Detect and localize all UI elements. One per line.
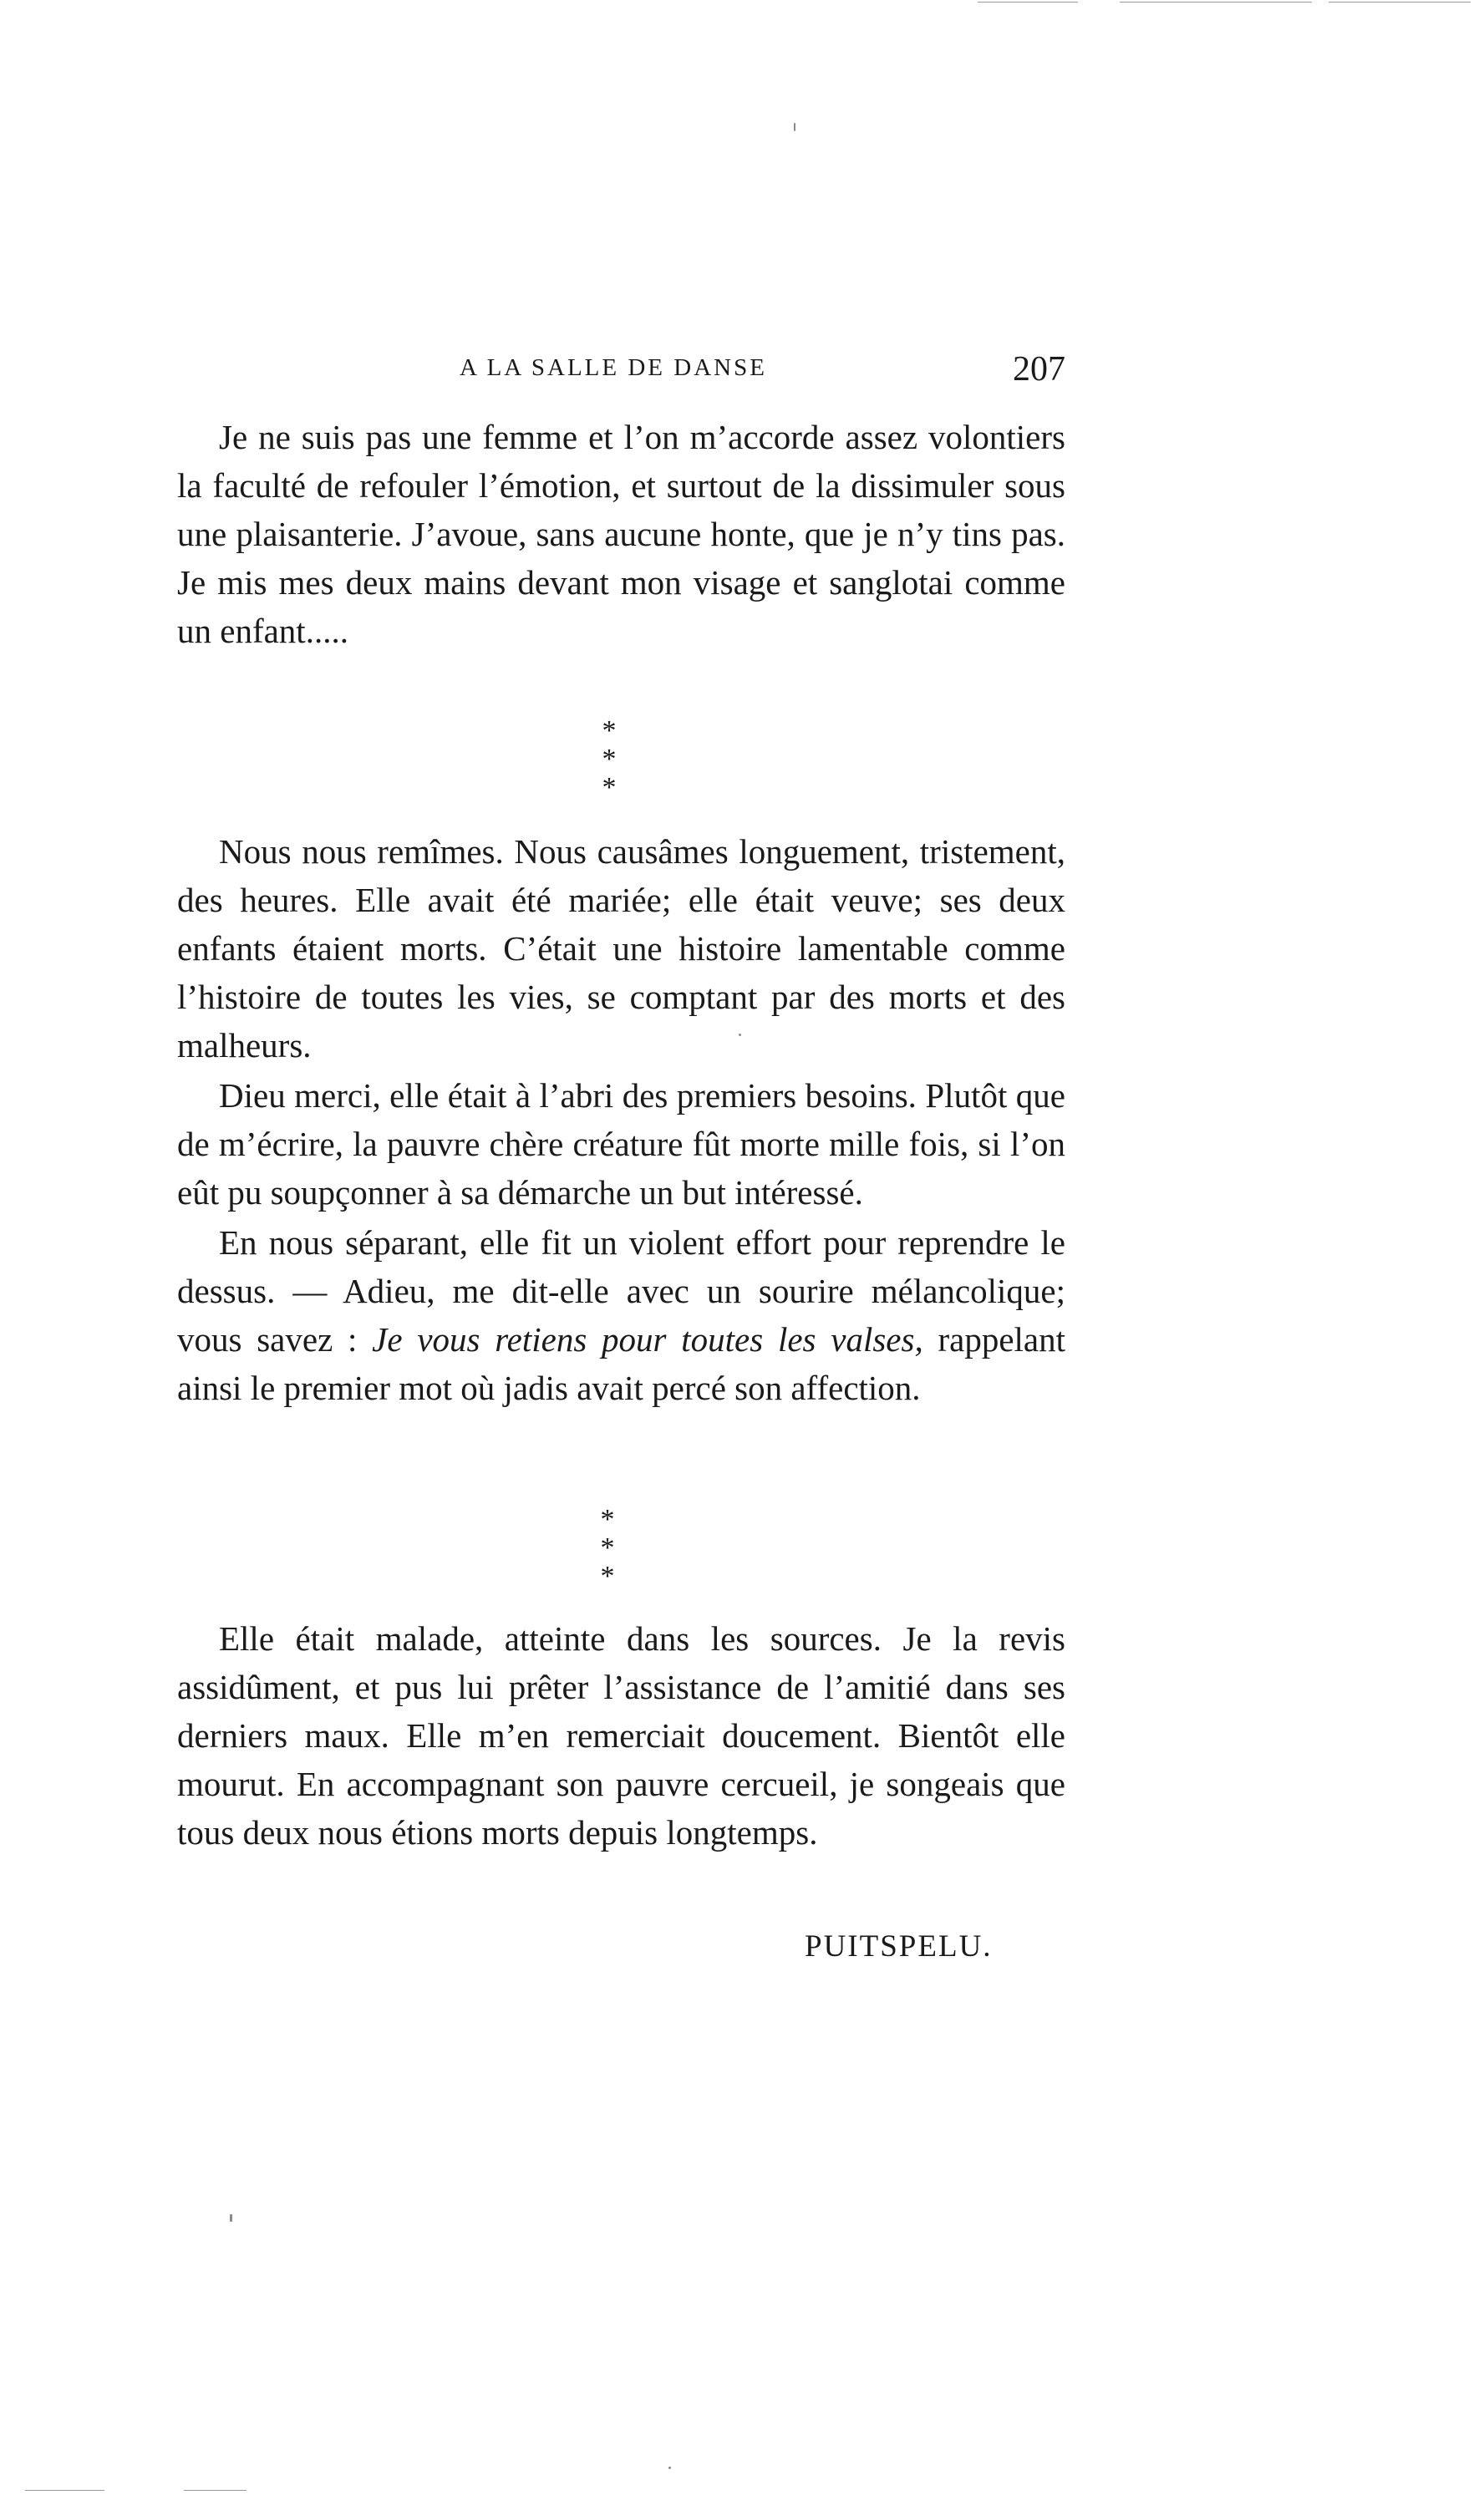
scan-speck — [794, 123, 795, 131]
running-header — [175, 349, 1065, 399]
section-break-asterism — [557, 1506, 658, 1591]
paragraph-text-end: rappelant ainsi le premier mot où jadis avait percé son affection. — [177, 1320, 1066, 1407]
scan-edge-mark — [1329, 2, 1471, 3]
author-signature: PUITSPELU. — [805, 1929, 993, 1964]
asterism-top-star: * — [600, 1504, 615, 1535]
scan-edge-mark — [184, 2490, 246, 2491]
scan-edge-mark — [978, 2, 1078, 3]
paragraph: Je ne suis pas une femme et l’on m’accorde assez volontiers la faculté de refouler l’émotion, et surtout de la dissimuler sous une plaisanterie. J’avoue, sans aucune honte, que je n’y tins pas. Je mis mes deux mains devant mon visage et sanglotai comme un enfant..... — [177, 418, 1065, 650]
running-title: A LA SALLE DE DANSE — [460, 354, 767, 381]
paragraph-block-3 — [177, 1614, 1065, 1857]
scan-speck — [230, 2214, 232, 2222]
section-break-asterism — [559, 717, 659, 802]
paragraph-text-start: En nous séparant, elle fit un violent effort pour reprendre le dessus. — Adieu, me dit-elle avec un sourire mélancolique; vous savez : — [177, 1223, 1065, 1359]
scan-edge-mark — [25, 2490, 104, 2491]
asterism-bottom-stars: * * — [602, 744, 635, 803]
page-number: 207 — [1013, 350, 1065, 389]
quoted-phrase-italic: Je vous retiens pour toutes les valses, — [372, 1320, 923, 1359]
paragraph-block-1 — [177, 413, 1065, 655]
scan-edge-mark — [1120, 2, 1312, 3]
asterism-bottom-stars: * * — [600, 1532, 633, 1592]
paragraph: Nous nous remîmes. Nous causâmes longuement, tristement, des heures. Elle avait été mariée; elle était veuve; ses deux enfants étaient morts. C’était une histoire lamentable comme l’histoire de toutes les vies, se comptant par des morts et des malheurs. — [177, 832, 1065, 1064]
paragraph — [177, 1218, 1065, 1412]
scan-speck — [668, 2467, 671, 2469]
paragraph-block-2 — [177, 827, 1065, 1412]
paragraph: Elle était malade, atteinte dans les sources. Je la revis assidûment, et pus lui prêter l’assistance de l’amitié dans ses derniers maux. Elle m’en remerciait doucement. Bientôt elle mourut. En accompagnant son pauvre cercueil, je songeais que tous deux nous étions morts depuis longtemps. — [177, 1619, 1065, 1852]
asterism-top-star: * — [602, 715, 617, 746]
paragraph: Dieu merci, elle était à l’abri des premiers besoins. Plutôt que de m’écrire, la pauvre chère créature fût morte mille fois, si l’on eût pu soupçonner à sa démarche un but intéressé. — [177, 1076, 1065, 1212]
